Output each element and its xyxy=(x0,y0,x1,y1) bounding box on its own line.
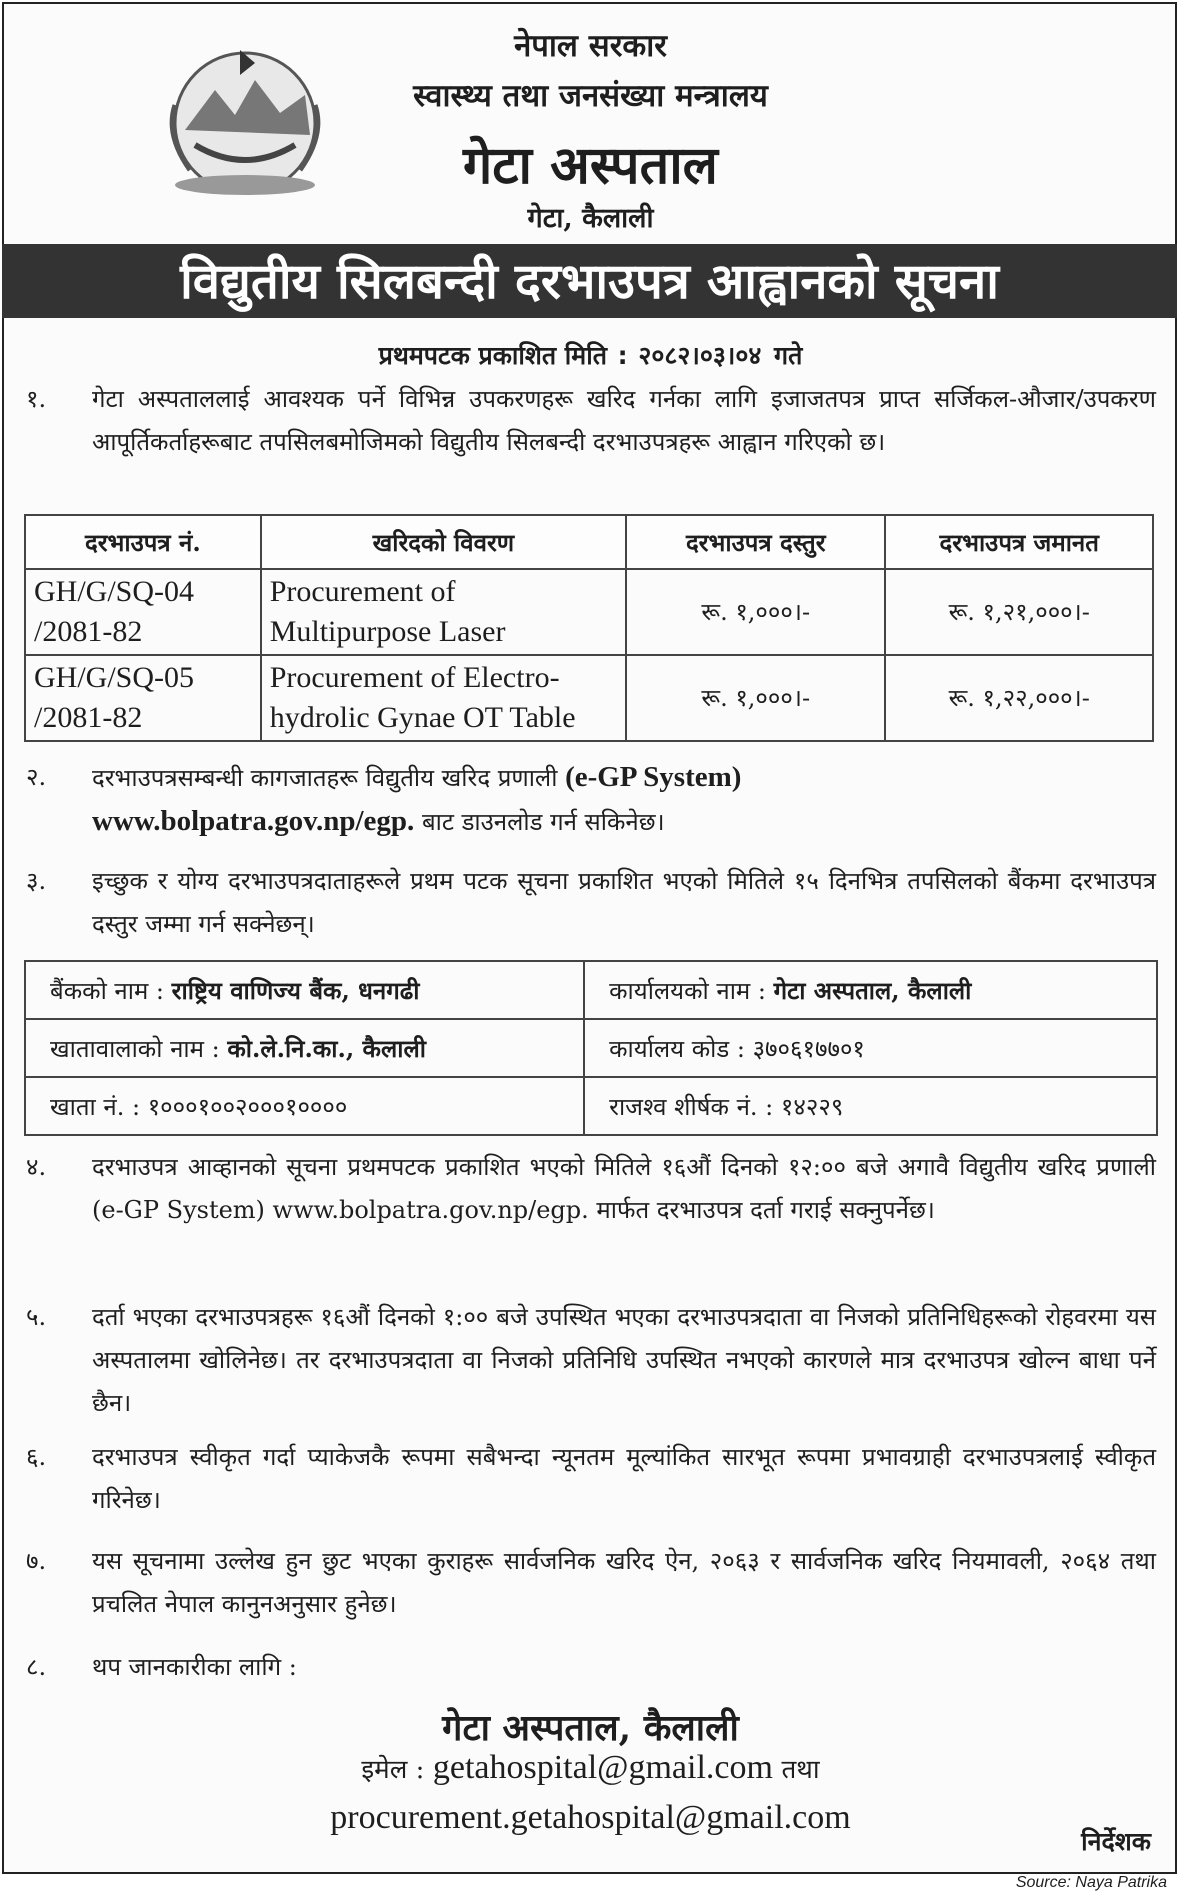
location-title: गेटा, कैलाली xyxy=(527,203,654,234)
tender-security: रू. १,२२,०००।- xyxy=(885,655,1153,741)
table-row xyxy=(25,1019,1157,1077)
tender-description xyxy=(261,569,626,655)
clause-text: दरभाउपत्र आव्हानको सूचना प्रथमपटक प्रकाशित भएको मितिले १६औं दिनको १२:०० बजे अगावै विद्युतीय खरिद प्रणाली (e-GP System) www.bolpatra.gov.np/egp. मार्फत दरभाउपत्र दर्ता गराई सक्नुपर्नेछ। xyxy=(92,1153,1156,1224)
cell-value: १४२२९ xyxy=(780,1092,844,1121)
table-row xyxy=(25,569,1153,655)
cell-label: बैंकको नाम : xyxy=(50,976,165,1005)
clause-8 xyxy=(26,1646,1156,1690)
clause-number: १. xyxy=(26,385,47,413)
clause-number: ३. xyxy=(26,867,47,895)
revenue-head-cell xyxy=(584,1077,1157,1135)
ministry-title: स्वास्थ्य तथा जनसंख्या मन्त्रालय xyxy=(413,78,768,114)
egp-system-label: (e-GP System) xyxy=(565,761,742,793)
source-credit: Source: Naya Patrika xyxy=(1015,1874,1167,1891)
office-name-cell xyxy=(584,961,1157,1019)
email-label: इमेल : xyxy=(361,1755,425,1785)
cell-label: खाता नं. : xyxy=(50,1092,141,1121)
clause-number: ८. xyxy=(26,1653,47,1681)
clause-text: इच्छुक र योग्य दरभाउपत्रदाताहरूले प्रथम पटक सूचना प्रकाशित भएको मितिले १५ दिनभित्र तपसिलको बैंकमा दरभाउपत्र दस्तुर जम्मा गर्न सक्नेछन्। xyxy=(92,867,1156,938)
clause-number: ७. xyxy=(26,1547,47,1575)
table-row xyxy=(25,1077,1157,1135)
clause-4 xyxy=(26,1146,1156,1276)
desc-b: hydrolic Gynae OT Table xyxy=(269,701,576,734)
clause-text: यस सूचनामा उल्लेख हुन छुट भएका कुराहरू सार्वजनिक खरिद ऐन, २०६३ र सार्वजनिक खरिद नियमावली, २०६४ तथा प्रचलित नेपाल कानुनअनुसार हुनेछ। xyxy=(92,1547,1156,1618)
clause-text: गेटा अस्पताललाई आवश्यक पर्ने विभिन्न उपकरणहरू खरिद गर्नका लागि इजाजतपत्र प्राप्त सर्जिकल-औजार/उपकरण आपूर्तिकर्ताहरूबाट तपसिलबमोजिमको विद्युतीय सिलबन्दी दरभाउपत्रहरू आह्वान गरिएको छ। xyxy=(92,385,1156,456)
government-title: नेपाल सरकार xyxy=(514,28,667,64)
tender-no-b: /2081-82 xyxy=(34,615,143,648)
clause-text: थप जानकारीका लागि : xyxy=(92,1653,297,1681)
publication-label: प्रथमपटक प्रकाशित मिति xyxy=(378,341,607,370)
table-row xyxy=(25,961,1157,1019)
clause-7 xyxy=(26,1540,1156,1630)
desc-a: Procurement of xyxy=(269,575,456,608)
contact-emails xyxy=(0,1744,1181,1842)
bank-name-cell xyxy=(25,961,584,1019)
hospital-title: गेटा अस्पताल xyxy=(463,135,718,196)
tender-security: रू. १,२१,०००।- xyxy=(885,569,1153,655)
tender-no xyxy=(25,655,261,741)
tender-description xyxy=(261,655,626,741)
tender-fee: रू. १,०००।- xyxy=(626,655,885,741)
tender-table-header xyxy=(25,515,1153,569)
clause-number: ६. xyxy=(26,1443,47,1471)
clause-text-post: बाट डाउनलोड गर्न सकिनेछ। xyxy=(421,808,665,836)
cell-label: कार्यालयको नाम : xyxy=(609,976,766,1005)
clause-number: २. xyxy=(26,763,47,791)
tender-table xyxy=(24,514,1154,742)
notice-banner: विद्युतीय सिलबन्दी दरभाउपत्र आह्वानको सूचना xyxy=(2,244,1177,318)
clause-number: ५. xyxy=(26,1303,47,1331)
cell-value: गेटा अस्पताल, कैलाली xyxy=(773,975,972,1005)
cell-value: राष्ट्रिय वाणिज्य बैंक, धनगढी xyxy=(171,975,420,1005)
account-holder-cell xyxy=(25,1019,584,1077)
bank-details-table xyxy=(24,960,1158,1136)
clause-3 xyxy=(26,860,1156,950)
account-no-cell xyxy=(25,1077,584,1135)
cell-value: ३७०६१७७०१ xyxy=(752,1034,865,1063)
clause-text-pre: दरभाउपत्रसम्बन्धी कागजातहरू विद्युतीय खरिद प्रणाली xyxy=(92,764,558,792)
signature-org: गेटा अस्पताल, कैलाली xyxy=(442,1707,739,1749)
publication-date: प्रथमपटक प्रकाशित मिति : २०८२।०३।०४ गते xyxy=(378,341,803,370)
desc-b: Multipurpose Laser xyxy=(269,615,506,648)
email-link-2[interactable]: procurement.getahospital@gmail.com xyxy=(330,1799,851,1836)
clause-text: दरभाउपत्र स्वीकृत गर्दा प्याकेजकै रूपमा सबैभन्दा न्यूनतम मूल्यांकित सारभूत रूपमा प्रभावग्राही दरभाउपत्रलाई स्वीकृत गरिनेछ। xyxy=(92,1443,1156,1514)
col-fee: दरभाउपत्र दस्तुर xyxy=(626,515,885,569)
clause-2 xyxy=(26,756,1156,846)
cell-value: को.ले.नि.का., कैलाली xyxy=(227,1033,426,1063)
clause-number: ४. xyxy=(26,1153,47,1181)
tender-no-a: GH/G/SQ-05 xyxy=(34,661,195,694)
publication-suffix: गते xyxy=(774,341,803,370)
cell-label: कार्यालय कोड : xyxy=(609,1034,745,1063)
clause-text xyxy=(92,756,1156,844)
email-link-1[interactable]: getahospital@gmail.com xyxy=(432,1749,773,1786)
bolpatra-link[interactable]: www.bolpatra.gov.np/egp. xyxy=(92,805,415,837)
cell-label: खातावालाको नाम : xyxy=(50,1034,220,1063)
clause-1 xyxy=(26,378,1156,508)
office-code-cell xyxy=(584,1019,1157,1077)
tender-fee: रू. १,०००।- xyxy=(626,569,885,655)
clause-6 xyxy=(26,1436,1156,1526)
tender-no-a: GH/G/SQ-04 xyxy=(34,575,195,608)
tender-no-b: /2081-82 xyxy=(34,701,143,734)
desc-a: Procurement of Electro- xyxy=(269,661,560,694)
director-signature: निर्देशक xyxy=(1081,1827,1151,1856)
col-security: दरभाउपत्र जमानत xyxy=(885,515,1153,569)
col-tender-no: दरभाउपत्र नं. xyxy=(25,515,261,569)
publication-date-value: २०८२।०३।०४ xyxy=(638,341,762,370)
tender-no xyxy=(25,569,261,655)
col-description: खरिदको विवरण xyxy=(261,515,626,569)
cell-label: राजश्व शीर्षक नं. : xyxy=(609,1092,774,1121)
clause-5 xyxy=(26,1296,1156,1426)
cell-value: १०००१००२०००१०००० xyxy=(147,1092,348,1121)
table-row xyxy=(25,655,1153,741)
email-conjunction: तथा xyxy=(781,1755,820,1785)
clause-text: दर्ता भएका दरभाउपत्रहरू १६औं दिनको १:०० बजे उपस्थित भएका दरभाउपत्रदाता वा निजको प्रतिनिधिहरूको रोहवरमा यस अस्पतालमा खोलिनेछ। तर दरभाउपत्रदाता वा निजको प्रतिनिधि उपस्थित नभएको कारणले मात्र दरभाउपत्र खोल्न बाधा पर्ने छैन। xyxy=(92,1303,1156,1417)
